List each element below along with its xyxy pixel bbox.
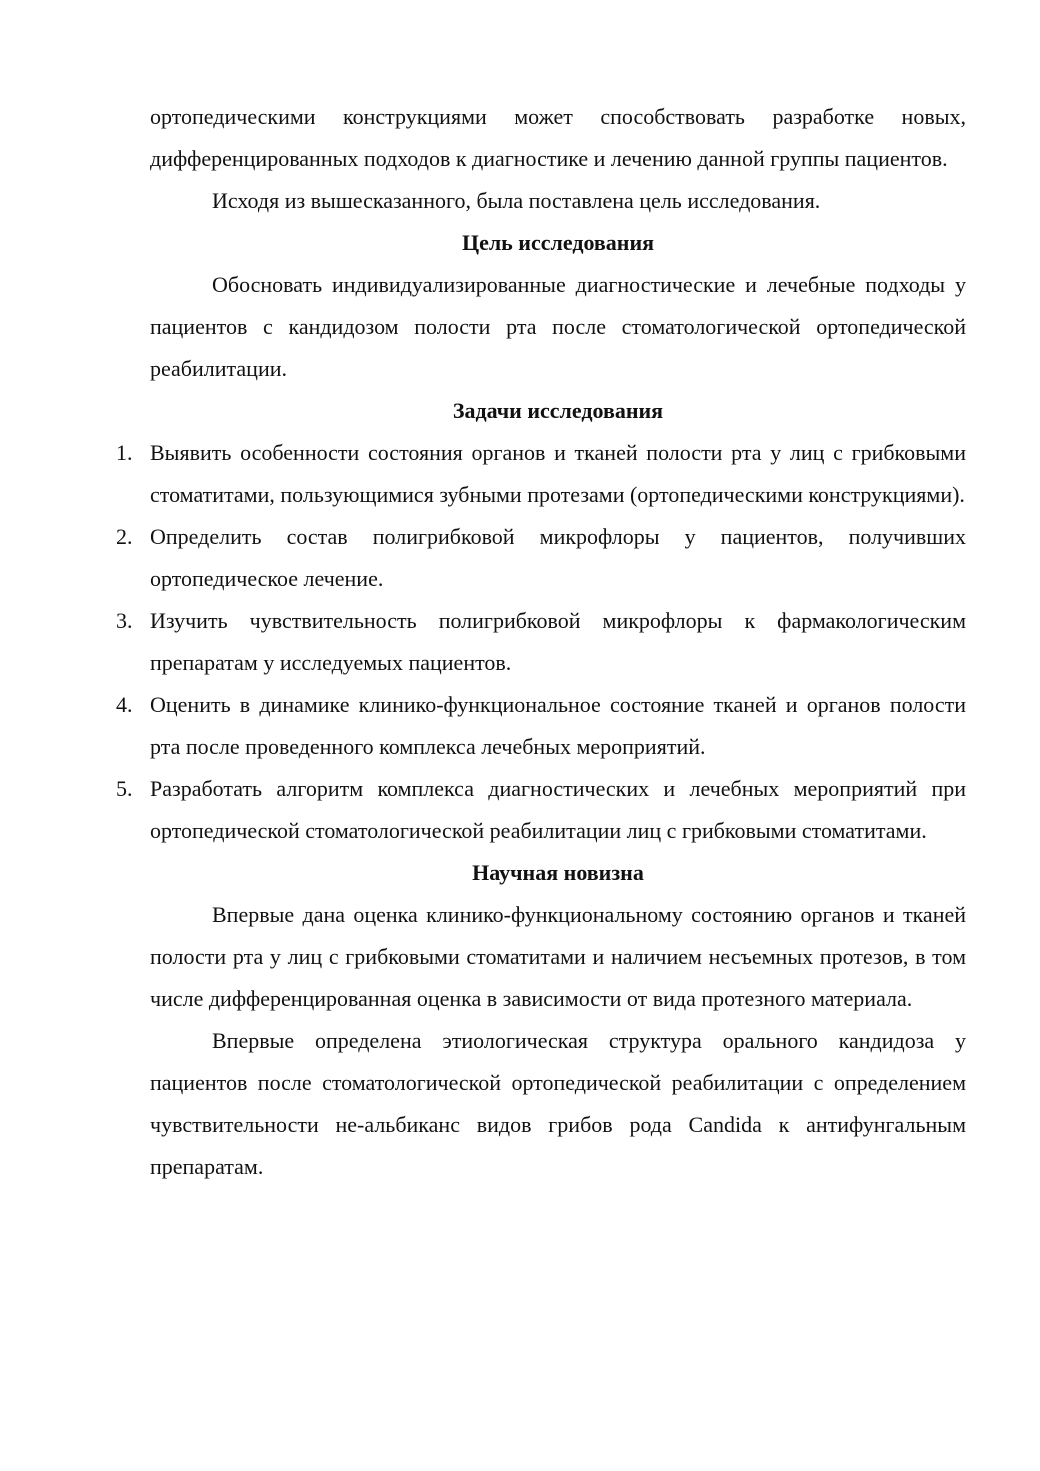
novelty-paragraph-2: Впервые определена этиологическая структура орального кандидоза у пациентов после стоматологической ортопедической реабилитации с определением чувствительности не-альбиканс видов грибов рода Candida к антифунгальным препаратам. xyxy=(150,1028,966,1179)
tasks-heading: Задачи исследования xyxy=(452,398,664,423)
list-item xyxy=(116,768,966,852)
list-item xyxy=(116,684,966,768)
list-item-text: Разработать алгоритм комплекса диагностических и лечебных мероприятий при ортопедической стоматологической реабилитации лиц с грибковыми стоматитами. xyxy=(150,776,966,843)
tasks-list xyxy=(116,432,966,852)
goal-paragraph: Обосновать индивидуализированные диагностические и лечебные подходы у пациентов с кандидозом полости рта после стоматологической ортопедической реабилитации. xyxy=(150,272,966,381)
novelty-paragraph-1: Впервые дана оценка клинико-функциональному состоянию органов и тканей полости рта у лиц с грибковыми стоматитами и наличием несъемных протезов, в том числе дифференцированная оценка в зависимости от вида протезного материала. xyxy=(150,902,966,1011)
list-item-text: Выявить особенности состояния органов и тканей полости рта у лиц с грибковыми стоматитами, пользующимися зубными протезами (ортопедическими конструкциями). xyxy=(150,440,966,507)
novelty-heading: Научная новизна xyxy=(472,860,644,885)
list-item-text: Оценить в динамике клинико-функциональное состояние тканей и органов полости рта после проведенного комплекса лечебных мероприятий. xyxy=(150,692,966,759)
list-item-number: 3. xyxy=(116,608,133,633)
document-page xyxy=(116,96,966,1188)
list-item-number: 1. xyxy=(116,440,133,465)
intro-lead-paragraph: Исходя из вышесказанного, была поставлена цель исследования. xyxy=(212,188,821,213)
list-item-number: 4. xyxy=(116,692,133,717)
list-item-number: 2. xyxy=(116,524,133,549)
list-item-text: Определить состав полигрибковой микрофлоры у пациентов, получивших ортопедическое лечение. xyxy=(150,524,966,591)
intro-continuation-paragraph: ортопедическими конструкциями может способствовать разработке новых, дифференцированных подходов к диагностике и лечению данной группы пациентов. xyxy=(150,104,966,171)
goal-heading: Цель исследования xyxy=(461,230,655,255)
list-item-text: Изучить чувствительность полигрибковой микрофлоры к фармакологическим препаратам у исследуемых пациентов. xyxy=(150,608,966,675)
list-item xyxy=(116,600,966,684)
list-item-number: 5. xyxy=(116,776,133,801)
list-item xyxy=(116,516,966,600)
list-item xyxy=(116,432,966,516)
